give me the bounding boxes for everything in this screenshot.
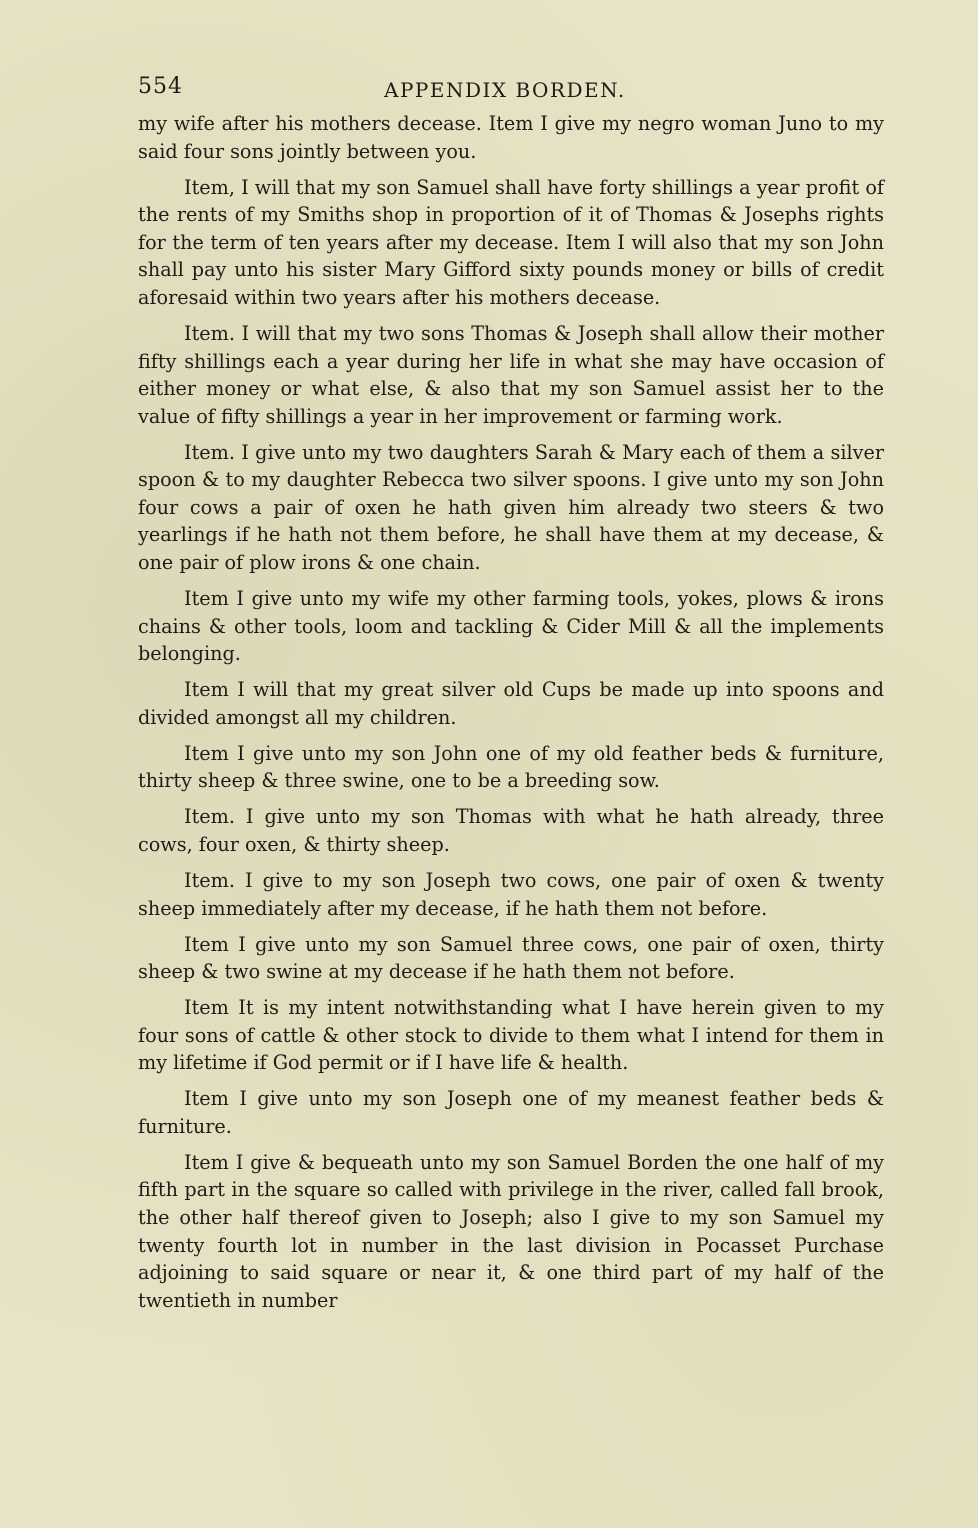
paragraph-7: Item I give unto my son John one of my old feather beds & furniture, thirty sheep & three swine, one to be a breeding sow.	[138, 741, 884, 793]
paragraph-9: Item. I give to my son Joseph two cows, one pair of oxen & twenty sheep immediately after my decease, if he hath them not before.	[138, 868, 884, 920]
paragraph-10: Item I give unto my son Samuel three cows, one pair of oxen, thirty sheep & two swine at my decease if he hath them not before.	[138, 932, 884, 984]
paragraph-5: Item I give unto my wife my other farming tools, yokes, plows & irons chains & other tools, loom and tackling & Cider Mill & all the implements belonging.	[138, 587, 884, 666]
running-title: APPENDIX BORDEN.	[384, 78, 626, 102]
paragraph-6: Item I will that my great silver old Cups be made up into spoons and divided amongst all my children.	[138, 678, 884, 729]
paragraph-8: Item. I give unto my son Thomas with what he hath already, three cows, four oxen, & thirty sheep.	[138, 805, 884, 856]
paragraph-12: Item I give unto my son Joseph one of my meanest feather beds & furniture.	[138, 1087, 884, 1138]
paragraph-2: Item, I will that my son Samuel shall have forty shillings a year profit of the rents of my Smiths shop in proportion of it of Thomas & Josephs rights for the term of ten years after my decease. Item I will also that my son John shall pay unto his sister Mary Gifford sixty pounds money or bills of credit aforesaid within two years after his mothers decease.	[138, 175, 884, 309]
document-page	[138, 70, 884, 1323]
paragraph-1: my wife after his mothers decease. Item I give my negro woman Juno to my said four sons jointly between you.	[138, 112, 884, 163]
paragraph-3: Item. I will that my two sons Thomas & Joseph shall allow their mother fifty shillings each a year during her life in what she may have occasion of either money or what else, & also that my son Samuel assist her to the value of fifty shillings a year in her improvement or farming work.	[138, 321, 884, 428]
body-text	[138, 110, 884, 1314]
paragraph-13: Item I give & bequeath unto my son Samuel Borden the one half of my fifth part in the square so called with privilege in the river, called fall brook, the other half thereof given to Joseph; also I give to my son Samuel my twenty fourth lot in number in the last division in Pocasset Purchase adjoining to said square or near it, & one third part of my half of the twentieth in number	[138, 1150, 884, 1312]
page-header	[138, 70, 884, 110]
paragraph-4: Item. I give unto my two daughters Sarah & Mary each of them a silver spoon & to my daughter Rebecca two silver spoons. I give unto my son John four cows a pair of oxen he hath given him already two steers & two yearlings if he hath not them before, he shall have them at my decease, & one pair of plow irons & one chain.	[138, 440, 884, 575]
paragraph-11: Item It is my intent notwithstanding what I have herein given to my four sons of cattle & other stock to divide to them what I intend for them in my lifetime if God permit or if I have life & health.	[138, 996, 884, 1075]
page-number: 554	[138, 74, 183, 99]
